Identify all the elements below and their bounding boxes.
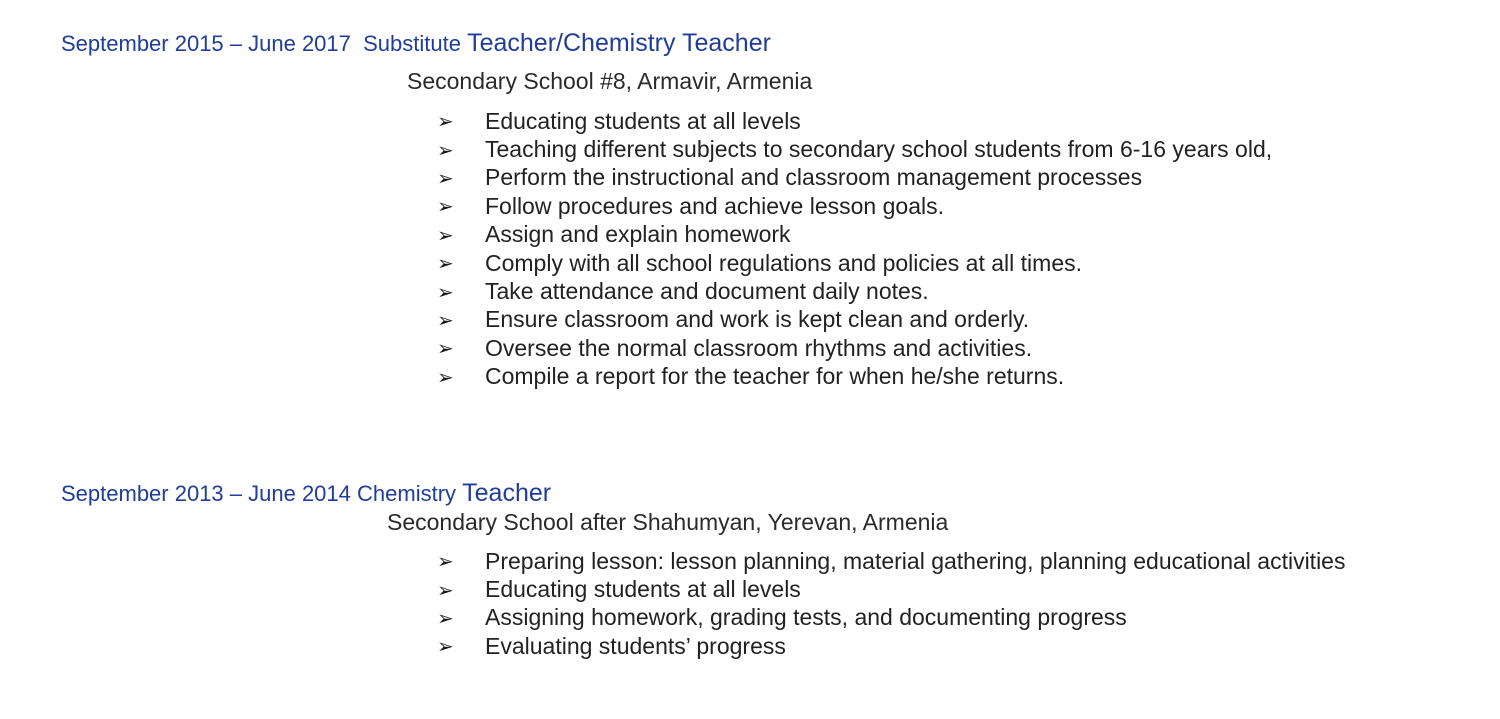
duty-item bbox=[437, 334, 1272, 362]
duty-item bbox=[437, 135, 1272, 163]
duty-item bbox=[437, 249, 1272, 277]
duty-text: Assigning homework, grading tests, and documenting progress bbox=[485, 604, 1127, 631]
duty-text: Preparing lesson: lesson planning, material gathering, planning educational activities bbox=[485, 547, 1346, 574]
duty-list bbox=[437, 547, 1345, 661]
arrow-bullet-icon: ➢ bbox=[437, 165, 454, 190]
duty-text: Teaching different subjects to secondary school students from 6-16 years old, bbox=[485, 136, 1273, 163]
duty-text: Assign and explain homework bbox=[485, 221, 791, 248]
arrow-bullet-icon: ➢ bbox=[437, 634, 454, 659]
arrow-bullet-icon: ➢ bbox=[437, 109, 454, 134]
duty-item bbox=[437, 221, 1272, 249]
job-period: September 2013 – June 2014 bbox=[61, 481, 351, 506]
duty-text: Educating students at all levels bbox=[485, 576, 801, 603]
arrow-bullet-icon: ➢ bbox=[437, 279, 454, 304]
duty-text: Oversee the normal classroom rhythms and activities. bbox=[485, 334, 1033, 361]
duty-text: Ensure classroom and work is kept clean and orderly. bbox=[485, 306, 1030, 333]
arrow-bullet-icon: ➢ bbox=[437, 336, 454, 361]
duty-item bbox=[437, 604, 1345, 632]
duty-item bbox=[437, 277, 1272, 305]
job-title: Teacher bbox=[462, 479, 552, 507]
duty-text: Perform the instructional and classroom management processes bbox=[485, 164, 1143, 191]
duty-item bbox=[437, 107, 1272, 135]
duty-item bbox=[437, 164, 1272, 192]
duty-item bbox=[437, 306, 1272, 334]
arrow-bullet-icon: ➢ bbox=[437, 364, 454, 389]
duty-text: Take attendance and document daily notes. bbox=[485, 278, 929, 305]
job-heading bbox=[61, 478, 551, 509]
duty-text: Evaluating students’ progress bbox=[485, 632, 786, 659]
arrow-bullet-icon: ➢ bbox=[437, 549, 454, 574]
duty-text: Compile a report for the teacher for when he/she returns. bbox=[485, 363, 1065, 390]
duty-item bbox=[437, 547, 1345, 575]
arrow-bullet-icon: ➢ bbox=[437, 194, 454, 219]
duty-item bbox=[437, 363, 1272, 391]
arrow-bullet-icon: ➢ bbox=[437, 222, 454, 247]
duty-text: Comply with all school regulations and policies at all times. bbox=[485, 249, 1083, 276]
duty-text: Follow procedures and achieve lesson goals. bbox=[485, 192, 944, 219]
job-period: September 2015 – June 2017 bbox=[61, 31, 351, 56]
job-title-prefix: Substitute bbox=[363, 31, 461, 56]
job-employer: Secondary School #8, Armavir, Armenia bbox=[407, 68, 813, 94]
arrow-bullet-icon: ➢ bbox=[437, 577, 454, 602]
duty-item bbox=[437, 632, 1345, 660]
duty-text: Educating students at all levels bbox=[485, 107, 801, 134]
job-heading bbox=[61, 28, 771, 59]
job-title-prefix: Chemistry bbox=[357, 481, 457, 506]
arrow-bullet-icon: ➢ bbox=[437, 251, 454, 276]
arrow-bullet-icon: ➢ bbox=[437, 605, 454, 630]
duty-item bbox=[437, 192, 1272, 220]
duty-item bbox=[437, 575, 1345, 603]
job-title: Teacher/Chemistry Teacher bbox=[467, 29, 771, 57]
duty-list bbox=[437, 107, 1272, 391]
arrow-bullet-icon: ➢ bbox=[437, 307, 454, 332]
arrow-bullet-icon: ➢ bbox=[437, 137, 454, 162]
job-employer: Secondary School after Shahumyan, Yerevan, Armenia bbox=[387, 509, 949, 535]
